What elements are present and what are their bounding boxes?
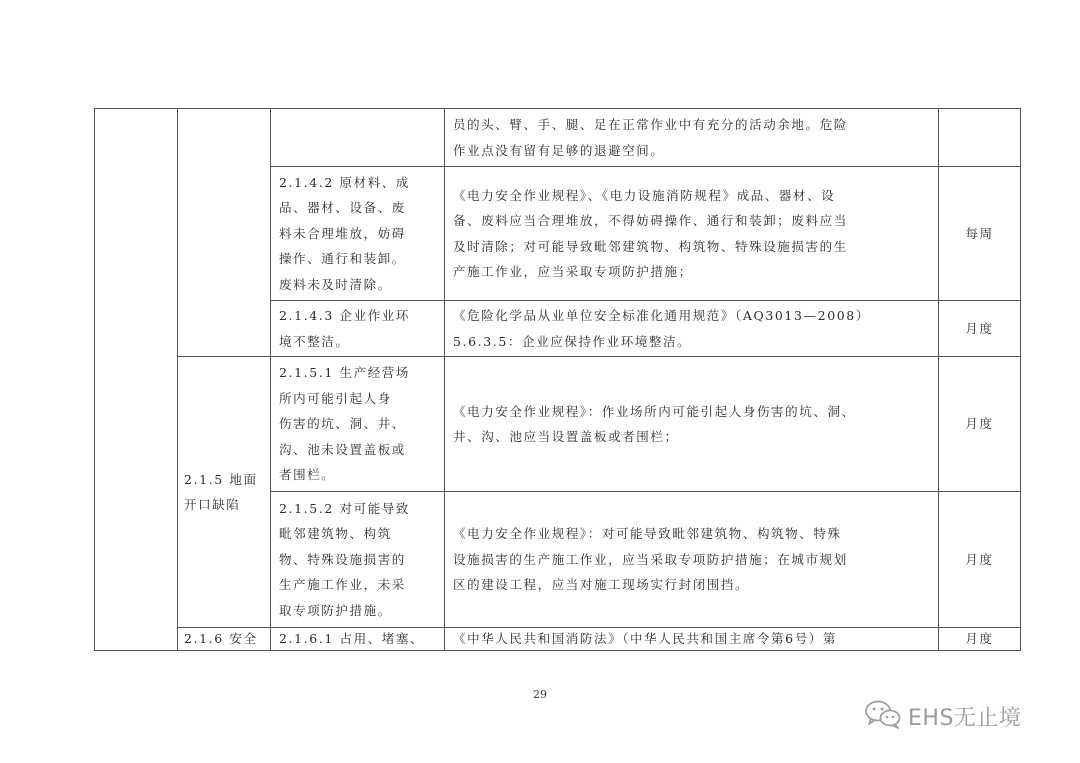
content-cell [445, 301, 939, 357]
content-cell [445, 492, 939, 628]
text-line: 取专项防护措施。 [279, 602, 392, 618]
text-line: 品、器材、设备、废 [279, 200, 406, 216]
text-line: 2.1.5.1 生产经营场 [279, 365, 411, 381]
item-cell [271, 301, 445, 357]
wechat-icon [864, 699, 902, 733]
text-line: 料未合理堆放，妨碍 [279, 225, 406, 241]
category-cell: 2.1.6 安全 [178, 628, 271, 651]
text-line: 2.1.5 地面 [184, 471, 258, 487]
text-line: 产施工作业，应当采取专项防护措施； [453, 264, 693, 279]
item-cell [271, 492, 445, 628]
item-cell: 2.1.6.1 占用、堵塞、 [271, 628, 445, 651]
frequency-cell: 月度 [939, 628, 1021, 651]
text-line: 所内可能引起人身 [279, 390, 392, 406]
table-row [95, 357, 1021, 492]
frequency-cell: 月度 [939, 357, 1021, 492]
text-line: 者围栏。 [279, 467, 336, 483]
text-line: 设施损害的生产施工作业，应当采取专项防护措施；在城市规划 [453, 551, 848, 567]
text-line: 井、沟、池应当设置盖板或者围栏； [453, 429, 679, 444]
content-cell [445, 167, 939, 301]
empty-cell [95, 109, 178, 651]
text-line: 2.1.4.2 原材料、成 [279, 174, 411, 190]
text-line: 沟、池未设置盖板或 [279, 441, 406, 457]
text-line: 区的建设工程，应当对施工现场实行封闭围挡。 [453, 577, 750, 593]
content-cell [445, 357, 939, 492]
text-line: 生产施工作业，未采 [279, 577, 406, 593]
text-line: 备、废料应当合理堆放，不得妨碍操作、通行和装卸；废料应当 [453, 213, 848, 228]
table-row [95, 628, 1021, 651]
watermark [864, 700, 1021, 732]
frequency-cell: 每周 [939, 167, 1021, 301]
text-line: 境不整洁。 [279, 333, 350, 349]
text-line: 2.1.5.2 对可能导致 [279, 500, 411, 516]
page-number: 29 [533, 688, 547, 701]
text-line: 2.1.4.3 企业作业环 [279, 308, 411, 323]
text-line: 《电力安全作业规程》：作业场所内可能引起人身伤害的坑、洞、 [453, 403, 856, 419]
watermark-text: EHS无止境 [908, 705, 1022, 731]
item-cell [271, 357, 445, 492]
text-line: 《危险化学品从业单位安全标准化通用规范》（AQ3013—2008） [453, 308, 870, 323]
empty-cell [178, 109, 271, 357]
content-cell [445, 109, 939, 167]
frequency-cell [939, 109, 1021, 167]
content-cell: 《中华人民共和国消防法》（中华人民共和国主席令第6号）第 [445, 628, 939, 651]
text-line: 5.6.3.5：企业应保持作业环境整洁。 [453, 333, 692, 349]
text-line: 《电力安全作业规程》、《电力设施消防规程》成品、器材、设 [453, 187, 836, 203]
text-line: 伤害的坑、洞、井、 [279, 416, 406, 432]
category-cell [178, 357, 271, 628]
text-line: 毗邻建筑物、构筑 [279, 526, 392, 542]
item-cell [271, 167, 445, 301]
text-line: 操作、通行和装卸。 [279, 251, 406, 267]
empty-cell [271, 109, 445, 167]
text-line: 物、特殊设施损害的 [279, 551, 406, 567]
text-line: 员的头、臂、手、腿、足在正常作业中有充分的活动余地。危险 [453, 117, 848, 132]
frequency-cell: 月度 [939, 301, 1021, 357]
table-row [95, 109, 1021, 167]
frequency-cell: 月度 [939, 492, 1021, 628]
text-line: 《电力安全作业规程》：对可能导致毗邻建筑物、构筑物、特殊 [453, 526, 842, 542]
checklist-table [94, 108, 1021, 651]
text-line: 作业点没有留有足够的退避空间。 [453, 142, 665, 158]
text-line: 开口缺陷 [184, 497, 241, 512]
text-line: 及时清除；对可能导致毗邻建筑物、构筑物、特殊设施损害的生 [453, 238, 848, 254]
text-line: 废料未及时清除。 [279, 276, 392, 292]
